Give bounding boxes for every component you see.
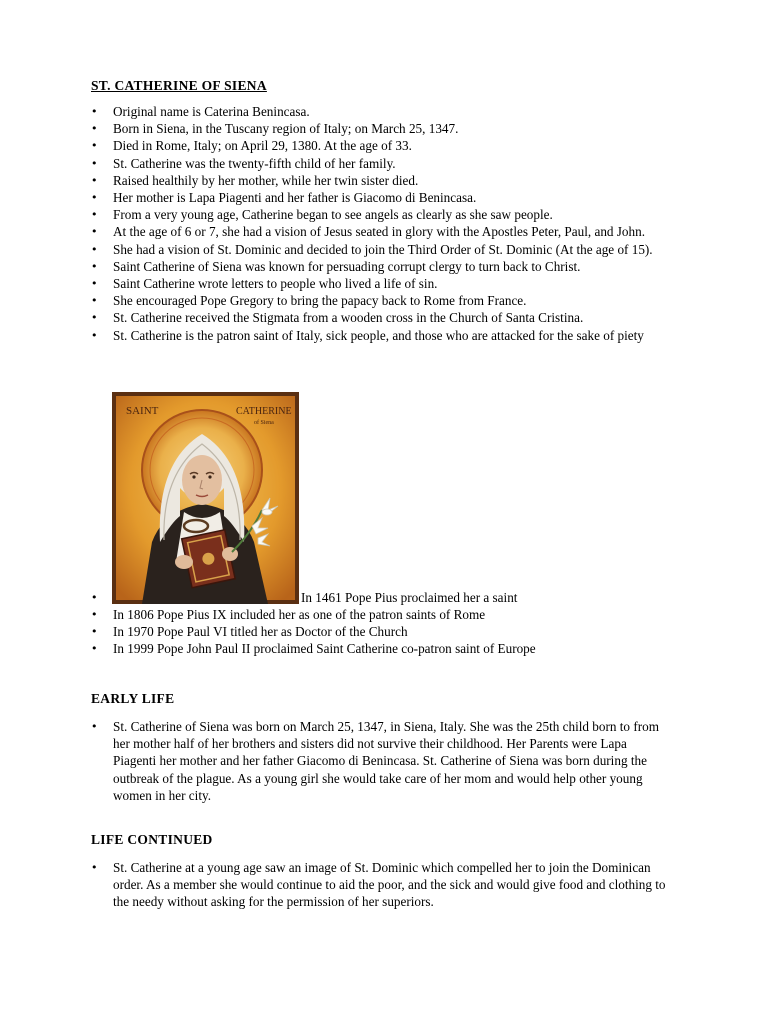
list-item: • Raised healthily by her mother, while her twin sister died. bbox=[91, 172, 671, 189]
icon-label-right: CATHERINE bbox=[236, 406, 292, 417]
facts-list bbox=[91, 103, 671, 344]
list-item: • St. Catherine was the twenty-fifth child of her family. bbox=[91, 155, 671, 172]
list-item: • In 1806 Pope Pius IX included her as one of the patron saints of Rome bbox=[91, 606, 671, 623]
later-facts-list bbox=[91, 589, 671, 658]
list-item: • Saint Catherine of Siena was known for persuading corrupt clergy to turn back to Christ. bbox=[91, 258, 671, 275]
section-heading-early-life: EARLY LIFE bbox=[91, 691, 175, 706]
life-continued-list bbox=[91, 859, 671, 911]
page-title: ST. CATHERINE OF SIENA bbox=[91, 78, 267, 93]
list-item: • St. Catherine at a young age saw an image of St. Dominic which compelled her to join the Dominican order. As a member she would continue to aid the poor, and the sick and would give food and clothing to the needy without asking for the permission of her superiors. bbox=[91, 859, 671, 911]
list-item: • She had a vision of St. Dominic and decided to join the Third Order of St. Dominic (At the age of 15). bbox=[91, 241, 671, 258]
list-item: • Died in Rome, Italy; on April 29, 1380. At the age of 33. bbox=[91, 137, 671, 154]
list-item: • Saint Catherine wrote letters to people who lived a life of sin. bbox=[91, 275, 671, 292]
icon-label-left: SAINT bbox=[126, 405, 159, 417]
early-life-list bbox=[91, 718, 671, 804]
saint-catherine-icon-image bbox=[112, 392, 299, 604]
list-item: • She encouraged Pope Gregory to bring the papacy back to Rome from France. bbox=[91, 292, 671, 309]
list-item: • From a very young age, Catherine began to see angels as clearly as she saw people. bbox=[91, 206, 671, 223]
list-item: • At the age of 6 or 7, she had a vision of Jesus seated in glory with the Apostles Peter, Paul, and John. bbox=[91, 223, 671, 240]
list-item: • St. Catherine is the patron saint of Italy, sick people, and those who are attacked for the sake of piety bbox=[91, 327, 671, 344]
section-heading-life-continued: LIFE CONTINUED bbox=[91, 832, 213, 847]
list-item: • In 1970 Pope Paul VI titled her as Doctor of the Church bbox=[91, 623, 671, 640]
list-item: • Original name is Caterina Benincasa. bbox=[91, 103, 671, 120]
list-item: • Born in Siena, in the Tuscany region of Italy; on March 25, 1347. bbox=[91, 120, 671, 137]
list-item: • Her mother is Lapa Piagenti and her father is Giacomo di Benincasa. bbox=[91, 189, 671, 206]
list-item: • St. Catherine of Siena was born on March 25, 1347, in Siena, Italy. She was the 25th child born to from her mother half of her brothers and sisters did not survive their childhood. Her Parents were Lapa Piagenti her mother and her father Giacomo di Benincasa. St. Catherine of Siena was born during the outbreak of the plague. As a young girl she would take care of her mom and would help other young women in her city. bbox=[91, 718, 671, 804]
icon-label-sub: of Siena bbox=[254, 420, 274, 426]
list-item: • St. Catherine received the Stigmata from a wooden cross in the Church of Santa Cristina. bbox=[91, 309, 671, 326]
list-item: • In 1999 Pope John Paul II proclaimed Saint Catherine co-patron saint of Europe bbox=[91, 640, 671, 657]
list-item-text: • In 1461 Pope Pius proclaimed her a saint bbox=[301, 590, 518, 605]
list-item bbox=[91, 589, 671, 606]
